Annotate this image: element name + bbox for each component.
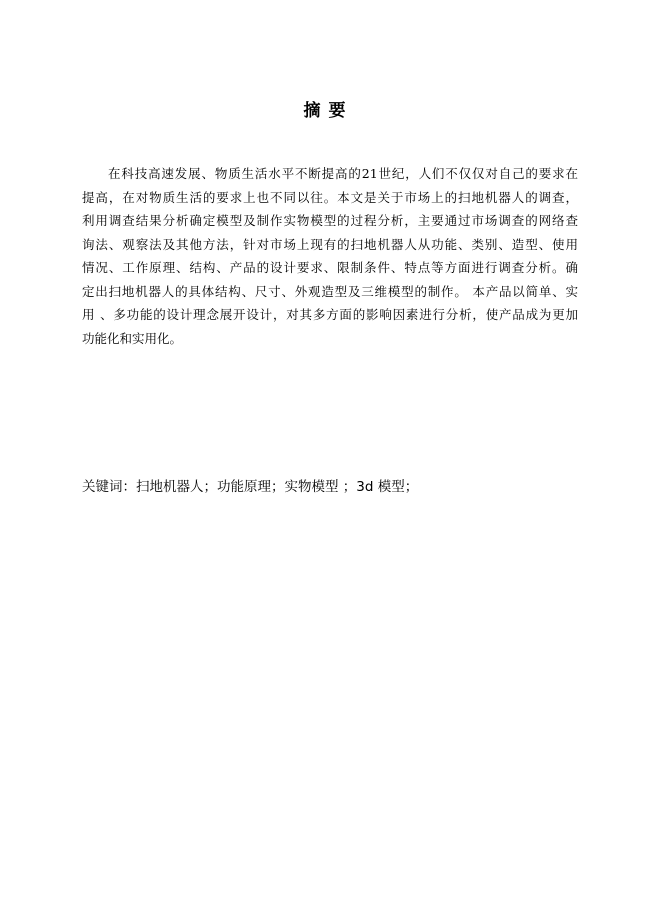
abstract-line: 提高，在对物质生活的要求上也不同以往。本文是关于市场上的扫地机器人的调查， [82, 189, 578, 205]
abstract-paragraph [82, 162, 578, 350]
abstract-line: 情况、工作原理、结构、产品的设计要求、限制条件、特点等方面进行调查分析。确 [82, 260, 578, 275]
abstract-body [82, 162, 578, 350]
abstract-line: 定出扫地机器人的具体结构、尺寸、外观造型及三维模型的制作。 本产品以简单、实 [82, 283, 578, 299]
abstract-line: 用 、多功能的设计理念展开设计，对其多方面的影响因素进行分析，使产品成为更加 [82, 307, 578, 322]
abstract-line: 询法、观察法及其他方法，针对市场上现有的扫地机器人从功能、类别、造型、使用 [82, 236, 578, 252]
abstract-line: 在科技高速发展、物质生活水平不断提高的21世纪，人们不仅仅对自己的要求在 [108, 166, 578, 181]
abstract-line: 功能化和实用化。 [82, 330, 183, 346]
keywords-line: 关键词：扫地机器人；功能原理；实物模型 ；3d 模型； [82, 479, 419, 495]
abstract-line: 利用调查结果分析确定模型及制作实物模型的过程分析，主要通过市场调查的网络查 [82, 213, 578, 228]
abstract-title: 摘 要 [303, 101, 347, 121]
